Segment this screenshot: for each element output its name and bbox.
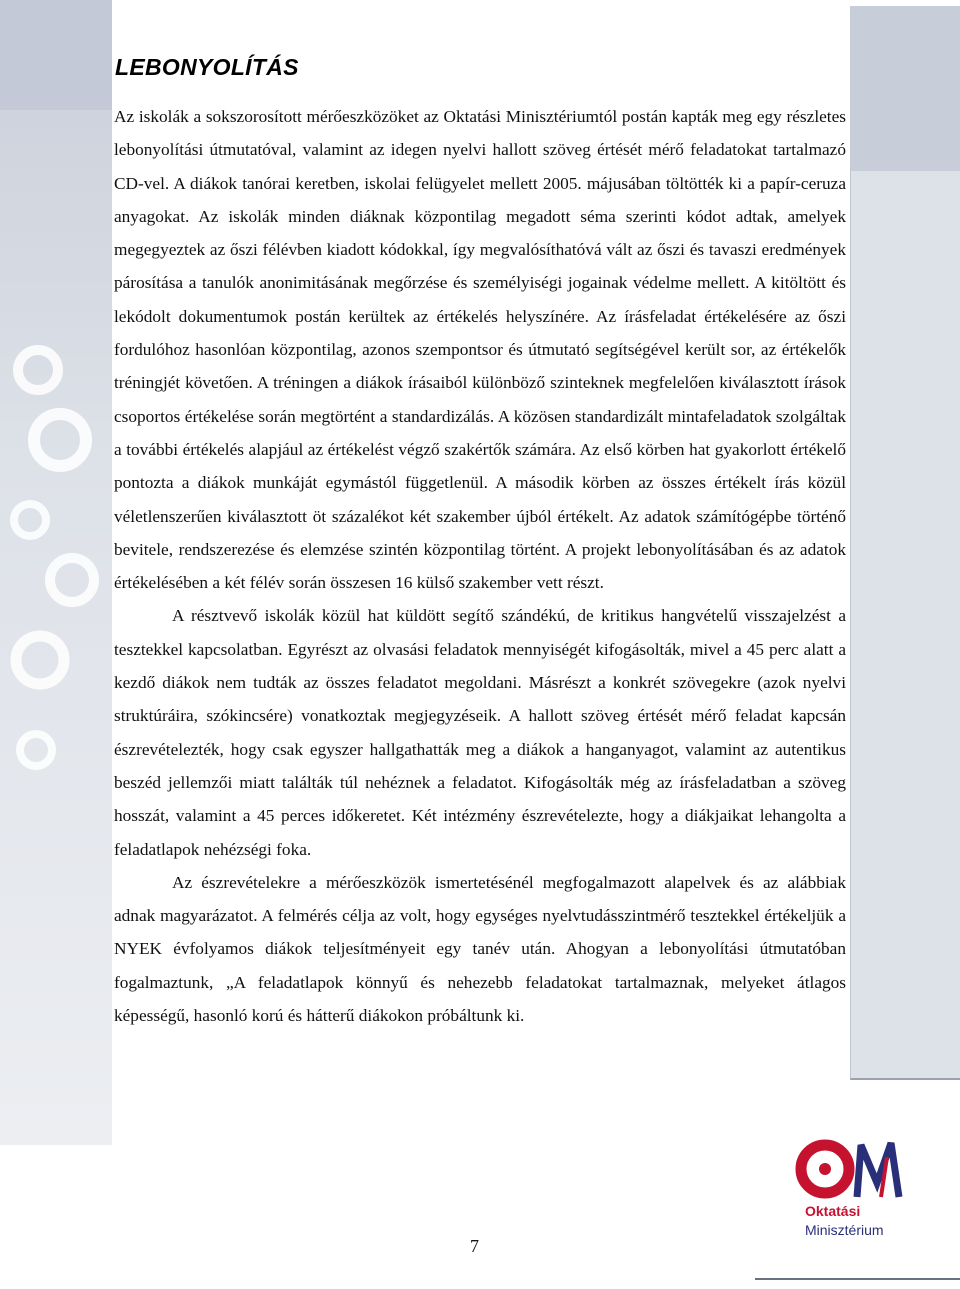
logo-text-oktatasi: Oktatási	[805, 1203, 861, 1219]
paragraph-1: Az iskolák a sokszorosított mérőeszközöket az Oktatási Minisztériumtól postán kapták meg egy részletes lebonyolítási útmutatóval, valamint az idegen nyelvi hallott szöveg értését mérő feladatokat tartalmazó CD-vel. A diákok tanórai keretben, iskolai felügyelet mellett 2005. májusában töltötték ki a papír-ceruza anyagokat. Az iskolák minden diáknak központilag megadott séma szerinti kódot adtak, amelyek megegyeztek az őszi félévben kiadott kódokkal, így megvalósíthatóvá vált az őszi és tavaszi eredmények párosítása a tanulók anonimitásának megőrzése és személyiségi jogainak védelme mellett. A kitöltött és lekódolt dokumentumok postán kerültek az értékelés helyszínére. Az írásfeladat értékelésére az őszi fordulóhoz hasonlóan központilag, azonos szempontsor és útmutató segítségével került sor, az értékelők tréningjét követően. A tréningen a diákok írásaiból különböző szinteknek megfelelően kiválasztott írások csoportos értékelése során megtörtént a standardizálás. A közösen standardizált mintafeladatok szolgáltak a további értékelés alapjául az értékelést végző szakértők számára. Az első körben hat gyakorlott értékelő pontozta a diákok munkáját egymástól függetlenül. A második körben az összes értékelt írás közül véletlenszerűen kiválasztott öt százalékot két szakember újból értékelt. Az adatok számítógépbe történő bevitele, rendszerezése és elemzése szintén központilag történt. A projekt lebonyolításában és az adatok értékelésében a két félév során összesen 16 külső szakember vett részt.	[114, 107, 846, 593]
body-text	[114, 100, 846, 1032]
logo-text-miniszterium: Minisztérium	[805, 1222, 884, 1238]
paragraph-3: Az észrevételekre a mérőeszközök ismertetésénél megfogalmazott alapelvek és az alábbiak adnak magyarázatot. A felmérés célja az volt, hogy egységes nyelvtudásszintmérő tesztekkel értékeljük a NYEK évfolyamos diákok teljesítményeit egy tanév után. Ahogyan a lebonyolítási útmutatóban fogalmaztunk, „A feladatlapok könnyű és nehezebb feladatokat tartalmaznak, melyeket átlagos képességű, hasonló korú és hátterű diákokon próbáltunk ki.	[114, 872, 846, 1026]
paragraph-2: A résztvevő iskolák közül hat küldött segítő szándékú, de kritikus hangvételű visszajelzést a tesztekkel kapcsolatban. Egyrészt az olvasási feladatok mennyiségét kifogásolták, mivel a 45 perc alatt a kezdő diákok nem tudták az összes feladatot megoldani. Másrészt a konkrét szövegekre (azok nyelvi struktúráira, szókincsére) vonatkoztak megjegyzéseik. A hallott szöveg értését mérő feladat kapcsán észrevételezték, hogy csak egyszer hallgathatták meg a diákok a hanganyagot, valamint az autentikus beszéd jellemzői miatt találták túl nehéznek a feladatot. Kifogásolták még az írásfeladatban a szöveg hosszát, valamint a 45 perces időkeretet. Két intézmény észrevételezte, hogy a diákjaikat lehangolta a feladatlapok nehézségi foka.	[114, 606, 846, 859]
decorative-circles-icon	[0, 330, 112, 810]
page-number: 7	[470, 1236, 479, 1256]
footer-rule	[755, 1278, 960, 1280]
section-title: LEBONYOLÍTÁS	[115, 54, 299, 80]
left-decorative-header-block	[0, 0, 112, 110]
right-decorative-header-block	[850, 6, 960, 171]
